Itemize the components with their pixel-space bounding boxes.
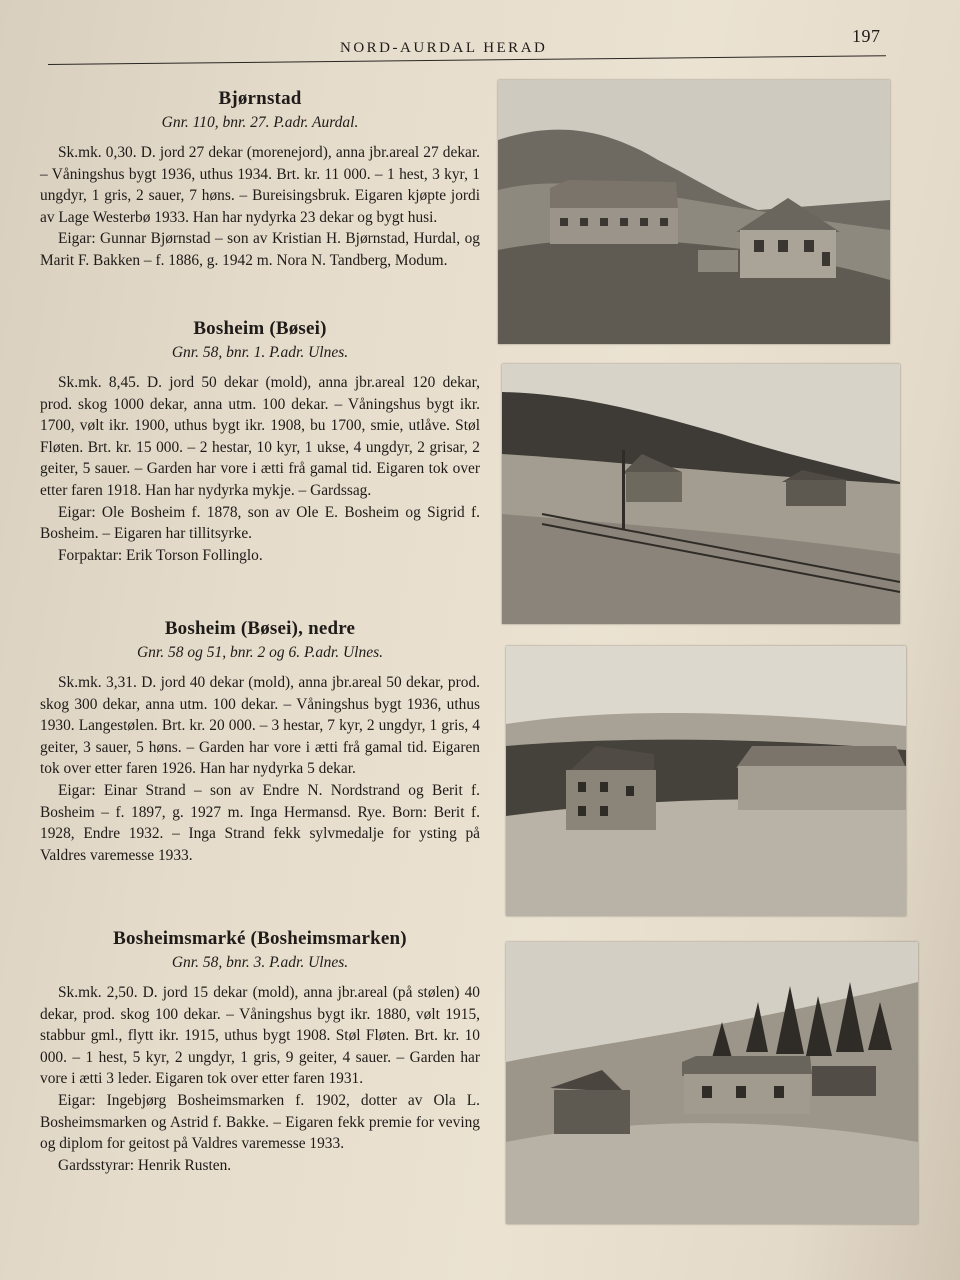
entry-paragraph: Sk.mk. 0,30. D. jord 27 dekar (morenejord), anna jbr.areal 27 dekar. – Våningshus bygt 1936, uthus 1934. Brt. kr. 11 000. – 1 hest, 3 kyr, 1 ungdyr, 1 gris, 2 sauer, 7 høns. – Bureisingsbruk. Eigaren kjøpte jordi av Lage Westerbø 1933. Han har nydyrka 23 dekar og bygt husi. <box>40 144 480 226</box>
entry-paragraph: Gardsstyrar: Henrik Rusten. <box>58 1156 232 1174</box>
page-number: 197 <box>852 26 881 46</box>
entry-body <box>40 982 480 1176</box>
entry-paragraph: Eigar: Einar Strand – son av Endre N. Nordstrand og Berit f. Bosheim – f. 1897, g. 1927 m. Inga Hermansd. Rye. Born: Berit f. 1928, Endre 1932. – Inga Strand fekk sylvmedalje for ysting på Valdres varemesse 1933. <box>40 781 480 864</box>
entry-bosheimsmarke <box>40 928 480 1176</box>
entry-title: Bosheim (Bøsei) <box>193 318 327 339</box>
entry-body <box>40 672 480 866</box>
photo-bosheimsmarke-farm <box>506 942 918 1224</box>
photo-bosheim-nedre-farm <box>506 646 906 916</box>
entry-bosheim-nedre <box>40 618 480 866</box>
entry-paragraph: Sk.mk. 3,31. D. jord 40 dekar (mold), anna jbr.areal 50 dekar, prod. skog 300 dekar, anna utm. 100 dekar. – Våningshus bygt 1936, uthus 1930. Langestølen. Brt. kr. 20 000. – 3 hestar, 7 kyr, 2 ungdyr, 1 gris, 4 geiter, 3 sauer, 5 høns. – Garden har vore i ætti frå gamal tid. Eigaren tok over etter faren 1926. Han har nydyrka 5 dekar. <box>40 674 480 778</box>
entry-bjornstad <box>40 88 480 272</box>
entry-bosheim <box>40 318 480 566</box>
entry-title: Bjørnstad <box>218 88 302 109</box>
entry-subtitle: Gnr. 58, bnr. 1. P.adr. Ulnes. <box>171 344 349 361</box>
entry-paragraph: Eigar: Gunnar Bjørnstad – son av Kristian H. Bjørnstad, Hurdal, og Marit F. Bakken – f. 1886, g. 1942 m. Nora N. Tandberg, Modum. <box>40 230 480 269</box>
entry-paragraph: Forpaktar: Erik Torson Follinglo. <box>58 546 263 564</box>
entry-paragraph: Eigar: Ingebjørg Bosheimsmarken f. 1902, dotter av Ola L. Bosheimsmarken og Astrid f. Bakke. – Eigaren fekk premie for veving og diplom for geitost på Valdres varemesse 1933. <box>40 1091 480 1153</box>
entry-body <box>40 142 480 272</box>
running-head: NORD-AURDAL HERAD <box>340 40 548 56</box>
photo-bjornstad-farm <box>498 80 890 344</box>
entry-body <box>40 372 480 566</box>
entry-paragraph: Sk.mk. 8,45. D. jord 50 dekar (mold), anna jbr.areal 120 dekar, prod. skog 1000 dekar, anna utm. 100 dekar. – Våningshus bygt ikr. 1700, vølt ikr. 1900, uthus bygt ikr. 1908, bu 1700, smie, utlåve. Støl Fløten. Brt. kr. 15 000. – 2 hestar, 10 kyr, 1 ukse, 4 ungdyr, 2 grisar, 2 geiter, 5 sauer. – Garden har vore i ætti frå gamal tid. Eigaren tok over etter faren 1918. Han har nydyrka mykje. – Gardssag. <box>40 374 480 499</box>
entry-title: Bosheimsmarké (Bosheimsmarken) <box>113 928 407 949</box>
entry-subtitle: Gnr. 58 og 51, bnr. 2 og 6. P.adr. Ulnes. <box>136 644 384 661</box>
photo-bosheim-farm <box>502 364 900 624</box>
entry-paragraph: Eigar: Ole Bosheim f. 1878, son av Ole E. Bosheim og Sigrid f. Bosheim. – Eigaren har tillitsyrke. <box>40 503 480 543</box>
entry-subtitle: Gnr. 58, bnr. 3. P.adr. Ulnes. <box>171 954 349 971</box>
entry-title: Bosheim (Bøsei), nedre <box>164 618 356 639</box>
entry-subtitle: Gnr. 110, bnr. 27. P.adr. Aurdal. <box>161 114 359 131</box>
entry-paragraph: Sk.mk. 2,50. D. jord 15 dekar (mold), anna jbr.areal (på stølen) 40 dekar, prod. skog 100 dekar. – Våningshus bygt ikr. 1880, vølt 1915, stabbur gml., flytt ikr. 1915, uthus bygt 1908. Støl Fløten. Brt. kr. 10 000. – 1 hest, 5 kyr, 2 ungdyr, 1 gris, 9 geiter, 4 sauer. – Garden har vore i ætti 3 leder. Eigaren tok over etter faren 1931. <box>40 984 480 1088</box>
